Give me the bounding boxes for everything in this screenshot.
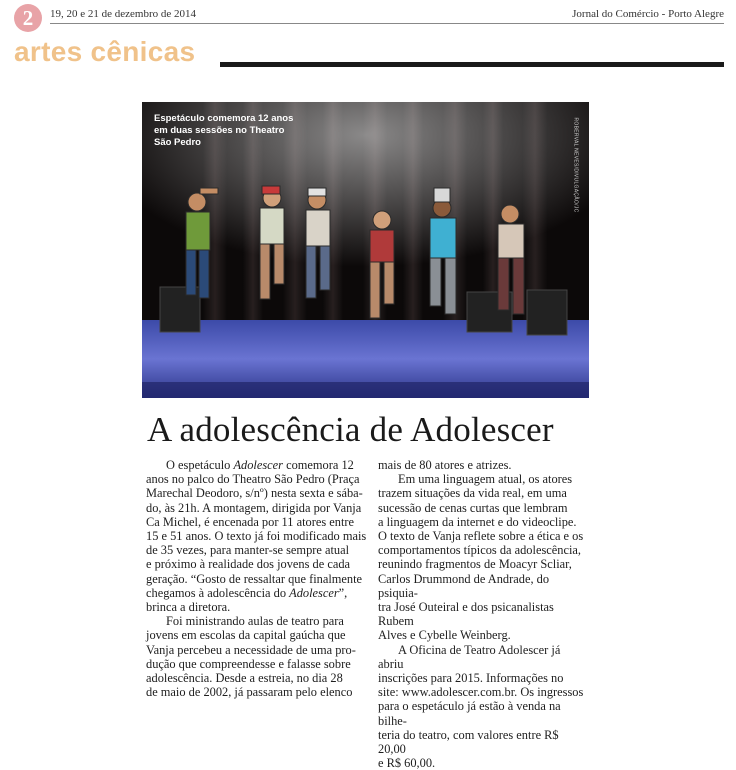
article-photo [142, 102, 589, 398]
text-line: reunindo fragmentos de Moacyr Scliar, [378, 557, 572, 572]
photo-caption: Espetáculo comemora 12 anos em duas sessões no Theatro São Pedro [154, 113, 294, 148]
text-line: mais de 80 atores e atrizes. [378, 458, 512, 472]
section-title: artes cênicas [14, 36, 196, 67]
issue-date: 19, 20 e 21 de dezembro de 2014 [50, 8, 197, 20]
text-line: sucessão de cenas curtas que lembram [378, 500, 568, 515]
text-line: do, às 21h. A montagem, dirigida por Vanja [146, 500, 362, 515]
text-line: comportamentos típicos da adolescência, [378, 543, 581, 558]
article-column-1 [146, 458, 371, 699]
text-line: anos no palco do Theatro São Pedro (Praça [146, 472, 360, 487]
text-line: A Oficina de Teatro Adolescer já abriu [378, 642, 561, 671]
text-line: e R$ 60,00. [378, 756, 436, 770]
text-line: Marechal Deodoro, s/nº) nesta sexta e sába- [146, 486, 363, 501]
text-line: Em uma linguagem atual, os atores [398, 472, 573, 487]
text-line: jovens em escolas da capital gaúcha que [146, 628, 346, 643]
article-column-2 [378, 458, 588, 770]
text-line: chegamos à adolescência do Adolescer”, [146, 585, 348, 600]
text-line: Vanja percebeu a necessidade de uma pro- [146, 642, 356, 657]
text-line: a linguagem da internet e do videoclipe. [378, 514, 577, 529]
text-line: de maio de 2002, já passaram pelo elenco [146, 685, 353, 700]
text-line: de 35 vezes, para manter-se sempre atual [146, 543, 350, 558]
text-line: site: www.adolescer.com.br. Os ingressos [378, 685, 584, 700]
photo-credit: ROBERVAL NEVES/DIVULGAÇÃO/JC [572, 117, 579, 213]
text-line: O espetáculo Adolescer comemora 12 [166, 458, 354, 472]
text-line: adolescência. Desde a estreia, no dia 28 [146, 671, 343, 686]
text-line: e próximo à realidade dos jovens de cada [146, 557, 351, 572]
text-line: Foi ministrando aulas de teatro para [166, 614, 344, 629]
text-line: O texto de Vanja reflete sobre a ética e os [378, 529, 584, 544]
publication-name: Jornal do Comércio - Porto Alegre [572, 8, 724, 20]
text-line: brinca a diretora. [146, 600, 231, 615]
text-line: teria do teatro, com valores entre R$ 20,00 [378, 727, 559, 757]
text-line: dução que compreendesse e falasse sobre [146, 656, 351, 671]
text-line: geração. “Gosto de ressaltar que finalmente [146, 571, 363, 586]
text-line: trazem situações da vida real, em uma [378, 486, 567, 501]
text-line: para o espetáculo já estão à venda na bilhe- [378, 699, 561, 728]
header-rule [50, 23, 724, 24]
article-headline: A adolescência de Adolescer [147, 410, 554, 449]
section-bar [220, 62, 724, 67]
text-line: Alves e Cybelle Weinberg. [378, 628, 511, 643]
text-line: 15 e 51 anos. O texto já foi modificado mais [146, 529, 367, 544]
page-number-badge: 2 [14, 4, 42, 32]
text-line: inscrições para 2015. Informações no [378, 671, 564, 686]
text-line: Ca Michel, é encenada por 11 atores entre [146, 514, 355, 529]
text-line: Carlos Drummond de Andrade, do psiquia- [378, 571, 550, 600]
text-line: tra José Outeiral e dos psicanalistas Rubem [378, 600, 554, 629]
